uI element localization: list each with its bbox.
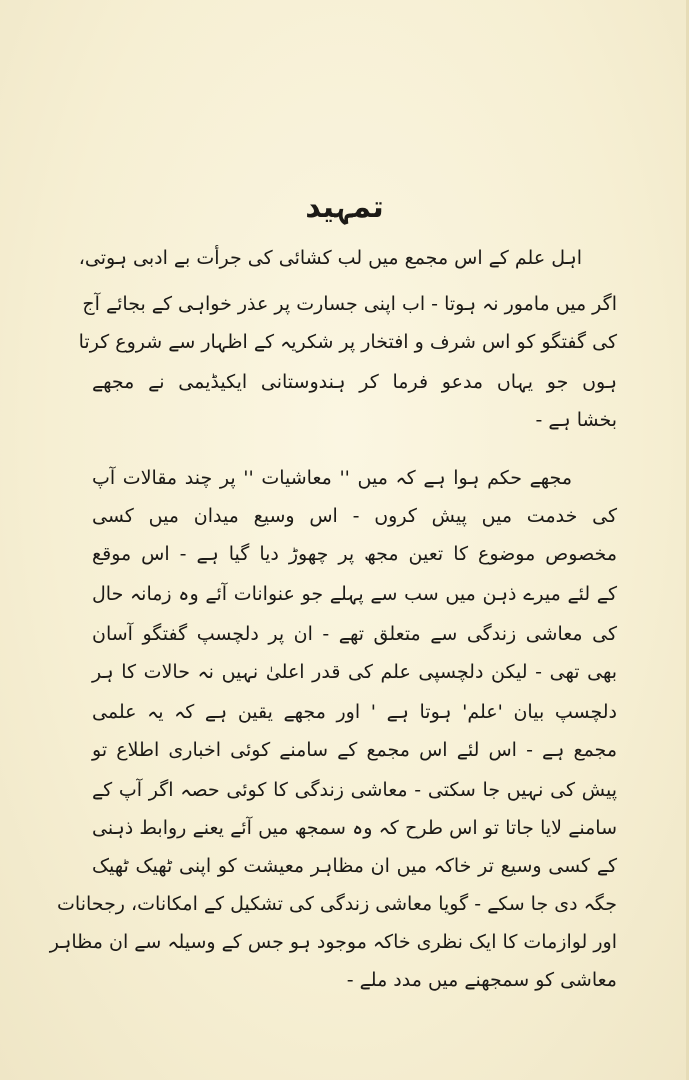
paragraph1-line-3: کی گفتگو کو اس شرف و افتخار پر شکریہ کے اظہار سے شروع کرتا bbox=[78, 331, 617, 353]
paragraph2-line-11: کے کسی وسیع تر خاکہ میں ان مظاہر معیشت کو اپنی ٹھیک ٹھیک bbox=[92, 855, 617, 877]
paragraph1-line-5: بخشا ہے - bbox=[535, 409, 617, 431]
paragraph2-line-1: مجھے حکم ہوا ہے کہ میں '' معاشیات '' پر چند مقالات آپ bbox=[92, 467, 572, 489]
paragraph2-line-6: بھی تھی - لیکن دلچسپی علم کی قدر اعلیٰ نہیں نہ حالات کا ہر bbox=[92, 661, 617, 683]
paragraph1-line-1: اہل علم کے اس مجمع میں لب کشائی کی جرأت بے ادبی ہوتی، bbox=[78, 247, 582, 269]
paragraph2-line-3: مخصوص موضوع کا تعین مجھ پر چھوڑ دیا گیا ہے - اس موقع bbox=[92, 543, 617, 565]
paragraph2-line-12: جگہ دی جا سکے - گویا معاشی زندگی کی تشکیل کے امکانات، رجحانات bbox=[57, 893, 617, 915]
paragraph2-line-2: کی خدمت میں پیش کروں - اس وسیع میدان میں کسی bbox=[92, 505, 617, 527]
paragraph2-line-13: اور لوازمات کا ایک نظری خاکہ موجود ہو جس کے وسیلہ سے ان مظاہر bbox=[49, 931, 617, 953]
paragraph2-line-10: سامنے لایا جاتا تو اس طرح کہ وہ سمجھ میں آئے یعنے روابط ذہنی bbox=[92, 817, 617, 839]
paragraph2-line-8: مجمع ہے - اس لئے اس مجمع کے سامنے کوئی اخباری اطلاع تو bbox=[92, 739, 617, 761]
paragraph2-line-4: کے لئے میرے ذہن میں سب سے پہلے جو عنوانات آئے وہ زمانہ حال bbox=[92, 583, 617, 605]
page-title: تمہید bbox=[305, 190, 384, 225]
paragraph2-line-14: معاشی کو سمجھنے میں مدد ملے - bbox=[346, 969, 617, 991]
paragraph1-line-2: اگر میں مامور نہ ہوتا - اب اپنی جسارت پر عذر خواہی کے بجائے آج bbox=[82, 293, 617, 315]
paragraph2-line-7: دلچسپ بیان 'علم' ہوتا ہے ' اور مجھے یقین ہے کہ یہ علمی bbox=[92, 701, 617, 723]
paragraph2-line-9: پیش کی نہیں جا سکتی - معاشی زندگی کا کوئی حصہ اگر آپ کے bbox=[92, 779, 617, 801]
paragraph1-line-4: ہوں جو یہاں مدعو فرما کر ہندوستانی ایکیڈیمی نے مجھے bbox=[92, 371, 617, 393]
paragraph2-line-5: کی معاشی زندگی سے متعلق تھے - ان پر دلچسپ گفتگو آسان bbox=[92, 623, 617, 645]
